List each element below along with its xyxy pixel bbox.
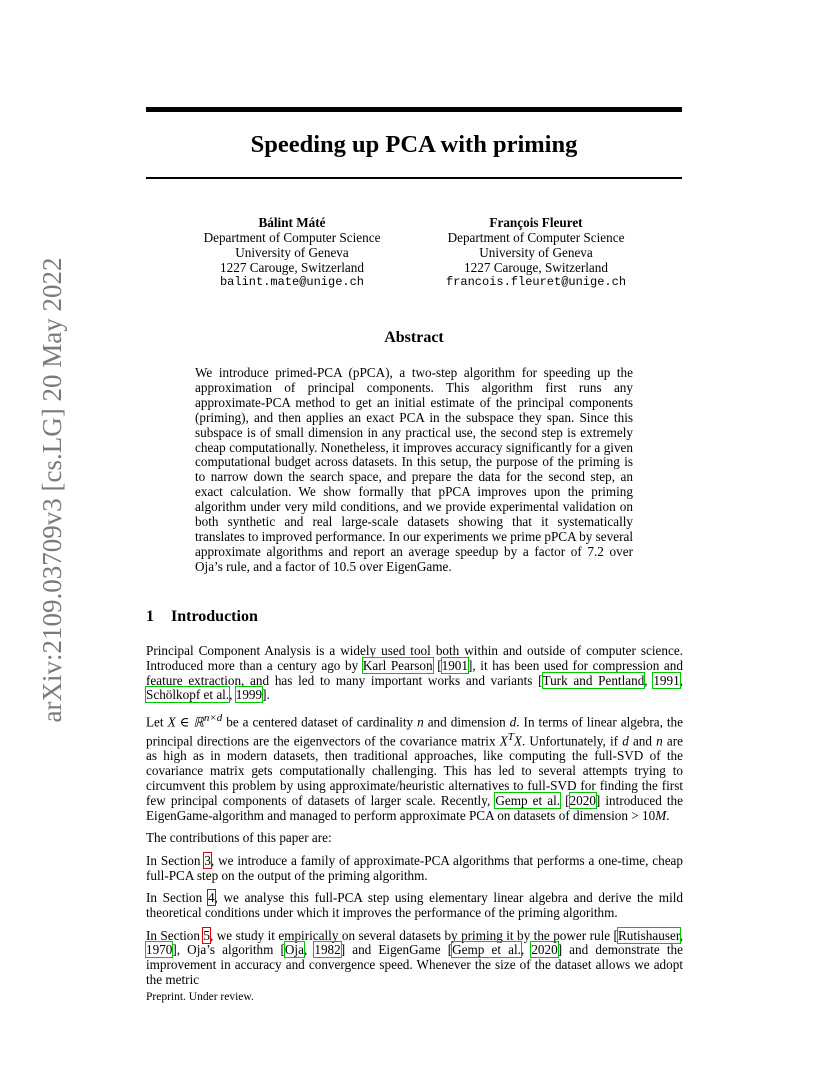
paragraph-1: Principal Component Analysis is a widely used tool both within and outside of computer science. Introduced more than a century ago by Karl Pearson [1901], it has been used for compression and feature extraction, and has led to many important works and variants [Turk and Pentland, 1991, Schölkopf et al., 1999]. xyxy=(146,643,683,703)
citation-link[interactable]: 1901 xyxy=(441,657,468,673)
citation-link[interactable]: 2020 xyxy=(531,942,558,958)
author-department: Department of Computer Science xyxy=(447,230,625,245)
arxiv-side-label: arXiv:2109.03709v3 [cs.LG] 20 May 2022 xyxy=(37,257,67,723)
citation-link[interactable]: 1991 xyxy=(653,672,680,688)
author-email[interactable]: balint.mate@unige.ch xyxy=(219,275,365,289)
author-university: University of Geneva xyxy=(479,245,593,260)
math-inline: n xyxy=(417,714,424,730)
section-ref-link[interactable]: 5 xyxy=(203,927,211,943)
section-title: Introduction xyxy=(171,608,258,625)
paragraph-3: The contributions of this paper are: xyxy=(146,830,332,846)
author-university: University of Geneva xyxy=(235,245,349,260)
section-heading xyxy=(146,607,258,627)
section-ref-link[interactable]: 3 xyxy=(204,852,211,868)
citation-link[interactable]: Karl Pearson xyxy=(362,657,433,673)
math-inline: d xyxy=(509,714,517,730)
citation-link[interactable]: 1999 xyxy=(235,687,263,703)
citation-link[interactable]: 1970 xyxy=(146,942,173,958)
paragraph-2: Let X ∈ ℝ$^{n\times d}$ be a centered dataset of cardinality n and dimension d. In terms of linear algebra, the principal directions are the eigenvectors of the covariance matrix $X^TX$. Unfortunately, if d and n are as high as in modern datasets, then traditional approaches, like computing the full-SVD of the covariance matrix gets computationally challenging. This has led to several attempts trying to circumvent this problem by using approximate/heuristic alternatives to full-SVD for finding the first few principal components of datasets of larger scale. Recently, Gemp et al. [2020] introduced the EigenGame-algorithm and managed to perform approximate PCA on datasets of dimension > 10M. xyxy=(146,711,684,823)
author-block-1 xyxy=(177,215,407,290)
math-inline: X ∈ ℝ xyxy=(167,714,204,730)
title-bottom-rule xyxy=(146,177,682,179)
paragraph-6: In Section 5, we study it empirically on several datasets by priming it by the power rule [Rutishauser, 1970], Oja’s algorithm [Oja, 1982] and EigenGame [Gemp et al., 2020] and demonstrate the improvement in accuracy and convergence speed. Whenever the size of the dataset allows we adopt the metric xyxy=(146,927,684,987)
citation-link[interactable]: Rutishauser xyxy=(617,927,680,943)
section-ref-link[interactable]: 4 xyxy=(207,890,215,906)
author-name: François Fleuret xyxy=(489,215,583,230)
math-inline: X xyxy=(499,733,508,749)
math-inline: d xyxy=(622,733,629,749)
citation-link[interactable]: 1982 xyxy=(314,942,341,958)
citation-link[interactable]: Schölkopf et al. xyxy=(146,687,230,703)
abstract-text: We introduce primed-PCA (pPCA), a two-step algorithm for speeding up the approximation of principal components. This algorithm first runs any approximate-PCA method to get an initial estimate of the principal components (priming), and then applies an exact PCA in the subspace they span. Since this subspace is of small dimension in any practical use, the second step is extremely cheap computationally. Nonetheless, it improves accuracy significantly for a given computational budget across datasets. In this setup, the purpose of the priming is to narrow down the search space, and prepare the data for the second step, an exact calculation. We show formally that pPCA improves upon the priming algorithm under very mild conditions, and we provide experimental validation on both synthetic and real large-scale datasets showing that it systematically translates to improved performance. In our experiments we prime pPCA by several approximate algorithms and report an average speedup by a factor of 7.2 over Oja’s rule, and a factor of 10.5 over EigenGame. xyxy=(195,365,633,574)
title-top-rule xyxy=(146,107,682,112)
paragraph-5: In Section 4, we analyse this full-PCA step using elementary linear algebra and derive the mild theoretical conditions under which it improves the performance of the priming algorithm. xyxy=(146,890,683,920)
author-email[interactable]: francois.fleuret@unige.ch xyxy=(445,275,627,289)
abstract-heading: Abstract xyxy=(384,329,444,346)
citation-link[interactable]: Oja xyxy=(284,942,304,958)
footer-note: Preprint. Under review. xyxy=(146,991,254,1003)
citation-link[interactable]: Turk and Pentland xyxy=(542,672,645,688)
citation-link[interactable]: Gemp et al. xyxy=(495,792,561,808)
citation-link[interactable]: 2020 xyxy=(569,792,596,808)
author-address: 1227 Carouge, Switzerland xyxy=(464,260,608,275)
author-name: Bálint Máté xyxy=(258,215,326,230)
author-block-2 xyxy=(421,215,651,290)
author-address: 1227 Carouge, Switzerland xyxy=(220,260,364,275)
author-department: Department of Computer Science xyxy=(203,230,381,245)
math-inline: n xyxy=(656,733,663,749)
paper-title: Speeding up PCA with priming xyxy=(250,131,578,158)
citation-link[interactable]: Gemp et al. xyxy=(452,942,521,958)
paragraph-4: In Section 3, we introduce a family of approximate-PCA algorithms that performs a one-time, cheap full-PCA step on the output of the priming algorithm. xyxy=(146,852,683,883)
introduction-body xyxy=(146,644,683,996)
math-inline: M xyxy=(655,807,667,823)
section-number: 1 xyxy=(146,608,154,625)
